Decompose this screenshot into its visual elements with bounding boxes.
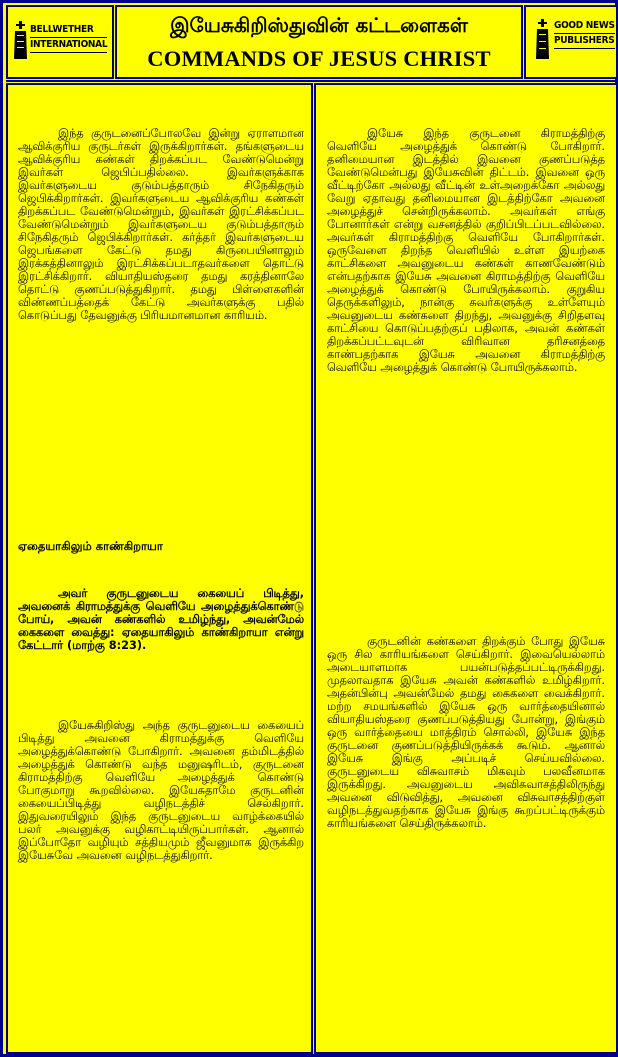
- right-paragraph-2: குருடனின் கண்களை திறக்கும் போது இயேசு ஒரு சில காரியங்களை செய்கிறார். இவையெல்லாம் அடையாளமாக பயன்படுத்தப்பட்டிருக்கிறது. முதலாவதாக இயேசு அவன் கண்களில் உமிழ்கிறார். அதன்பின்பு அவன்மேல் தமது கைகளை வைக்கிறார். மற்ற சமயங்களில் இயேசு ஒரு வார்த்தையினால் வியாதியஸ்தரை குணப்படுத்தியது போன்று, இங்கும் ஒரு வார்த்தையை மாத்திரம் சொல்லி, இயேசு இந்த குருடனை குணப்படுத்தியிருக்கக் கூடும். ஆனால் இயேசு இங்கு அப்படிச் செய்யவில்லை. குருடனுடைய விசுவாசம் மிகவும் பலவீனமாக இருக்கிறது. அவனுடைய அவிசுவாசத்திலிருந்து அவனை விடுவித்து, அவனை விசுவாசத்திற்குள் வழிநடத்துவதற்காக இயேசு இங்கு கூறப்பட்டிருக்கும் காரியங்களை செய்திருக்கலாம்.: [327, 635, 605, 830]
- left-paragraph-2: இயேசுகிறிஸ்து அந்த குருடனுடைய கையைப் பிடித்து அவனை கிராமத்துக்கு வெளியே அழைத்துக்கொண்டு போகிறார். அவனை தம்மிடத்தில் அழைத்துக் கொண்டு வந்த மனுஷரிடம், குருடனை கிராமத்திற்கு வெளியே அழைத்துக் கொண்டு போகுமாறு கூறவில்லை. இயேசுதாமே குருடனின் கையைப்பிடித்து வழிநடத்திச் செல்கிறார். இதுவரையிலும் இந்த குருடனுடைய வாழ்க்கையில் பலர் அவனுக்கு வழிகாட்டியிருப்பார்கள். ஆனால் இப்போதோ வழியும் சத்தியமும் ஜீவனுமாக இருக்கிற இயேசுவே அவனை வழிநடத்துகிறார்.: [18, 719, 304, 862]
- logo-right-text: [554, 19, 615, 49]
- left-column: [6, 83, 313, 1054]
- publisher-logo-right: [524, 5, 618, 79]
- section-heading: ஏதையாகிலும் காண்கிறாயா: [18, 539, 163, 553]
- title-box: [115, 5, 523, 79]
- header-divider: [6, 80, 618, 82]
- book-icon: [14, 21, 28, 61]
- page-title-english: COMMANDS OF JESUS CHRIST: [147, 46, 491, 71]
- scripture-verse: அவர் குருடனுடைய கையைப் பிடித்து, அவனைக் கிராமத்துக்கு வெளியே அழைத்துக்கொண்டு போய், அவன் கண்களில் உமிழ்ந்து, அவன்மேல் கைகளை வைத்து: ஏதையாகிலும் காண்கிறாயா என்று கேட்டார் (மாற்கு 8:23).: [18, 587, 304, 652]
- logo-left-line1: BELLWETHER: [30, 23, 107, 38]
- logo-right-line2: PUBLISHERS: [554, 34, 615, 49]
- right-column: [314, 83, 618, 1054]
- logo-left-text: [30, 23, 107, 53]
- book-icon: [536, 19, 550, 61]
- page-title-tamil: இயேசுகிறிஸ்துவின் கட்டளைகள்: [170, 13, 468, 37]
- logo-right-line1: GOOD NEWS: [554, 19, 615, 34]
- logo-left-line2: INTERNATIONAL: [30, 38, 107, 53]
- publisher-logo-left: [6, 5, 114, 79]
- right-paragraph-1: இயேசு இந்த குருடனை கிராமத்திற்கு வெளியே அழைத்துக் கொண்டு போகிறார். தனிமையான இடத்தில் இவனை குணப்படுத்த வேண்டுமென்பது இயேசுவின் திட்டம். இவனை ஒரு வீட்டிற்கோ அல்லது வீட்டின் உள்அறைக்கோ அல்லது வேறு ஏதாவது தனிமையான இடத்திற்கோ அவனை அழைத்துச் சென்றிருக்கலாம். அவர்கள் எங்கு போனார்கள் என்று வசனத்தில் குறிப்பிடப்படவில்லை. அவர்கள் கிராமத்திற்கு வெளியே போகிறார்கள். ஒருவேளை திறந்த வெளியில் உள்ள இயற்கை காட்சிகளை அவனுடைய கண்கள் காணவேண்டும் என்பதற்காக இயேசு அவனை கிராமத்திற்கு வெளியே அழைத்துக் கொண்டு போயிருக்கலாம். குறுகிய தெருக்களிலும், நான்கு சுவர்களுக்கு உள்ளேயும் அவனுடைய கண்களை திறந்து, அவனுக்கு சிறிதளவு காட்சியை கொடுப்பதற்குப் பதிலாக, அவன் கண்கள் திறக்கப்பட்டவுடன் விரிவான தரிசனத்தை காண்பதற்காக இயேசு அவனை கிராமத்திற்கு வெளியே அழைத்துக் கொண்டு போயிருக்கலாம்.: [327, 127, 605, 374]
- left-paragraph-1: இந்த குருடனைப்போலவே இன்று ஏராளமான ஆவிக்குரிய குருடர்கள் இருக்கிறார்கள். தங்களுடைய ஆவிக்குரிய கண்கள் திறக்கப்பட வேண்டுமென்று இவர்கள் ஜெபிப்பதில்லை. இவர்களுக்காக இவர்களுடைய குடும்பத்தாரும் சிநேகிதரும் ஜெபிக்கிறார்கள். இவர்களுடைய ஆவிக்குரிய கண்கள் திறக்கப்பட வேண்டுமென்றும், இவர்கள் இரட்சிக்கப்பட வேண்டுமென்றும் இவர்களுடைய குடும்பத்தாரும் சிநேகிதரும் ஜெபிக்கிறார்கள். கர்த்தர் இவர்களுடைய ஜெபங்களை கேட்டு தமது கிருபையினாலும் இரக்கத்தினாலும் இரட்சிக்கப்படாதவர்களை தொட்டு இரட்சிக்கிறார். வியாதியஸ்தரை தமது கரத்தினாலே தொட்டு குணப்படுத்துகிறார். தமது பிள்ளைகளின் விண்ணப்பத்தைக் கேட்டு அவர்களுக்கு பதில் கொடுப்பது தேவனுக்கு பிரியமானமான காரியம்.: [18, 127, 304, 322]
